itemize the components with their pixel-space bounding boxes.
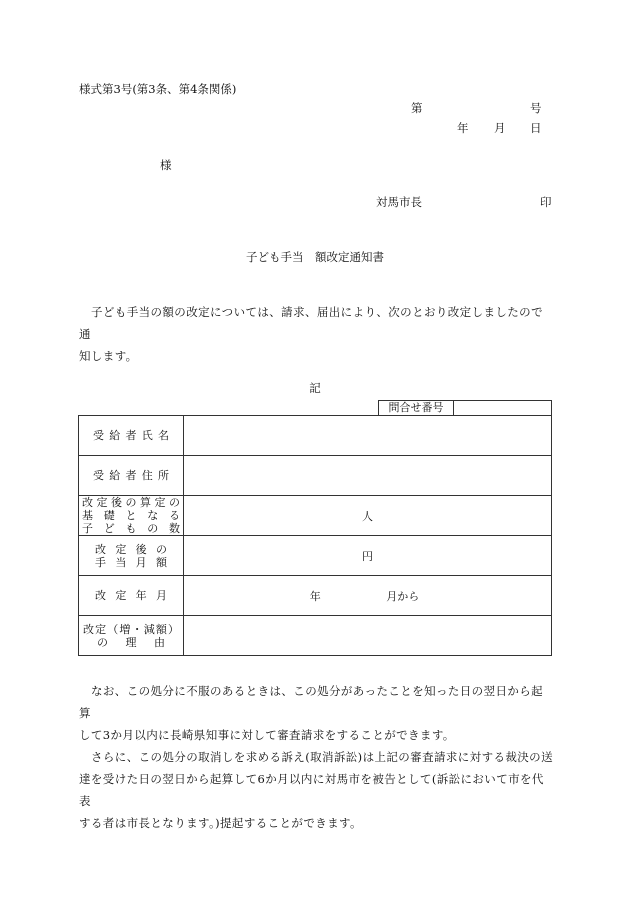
ki-heading: 記 — [309, 381, 321, 395]
appeal-p2-line-2: 達を受けた日の翌日から起算して6か月以内に対馬市を被告として(訴訟において市を代表 — [79, 772, 544, 808]
table-row — [79, 496, 552, 536]
revision-reason-label-line-2: の理由 — [97, 635, 165, 649]
revision-date-cell — [184, 576, 552, 616]
inquiry-number-label: 問合せ番号 — [379, 401, 454, 415]
number-prefix: 第 — [411, 101, 423, 115]
table-row — [79, 416, 552, 456]
revision-date-label: 改定年月 — [95, 589, 167, 602]
table-row — [79, 456, 552, 496]
children-basis-label-line-2: 基礎となる — [82, 509, 180, 522]
appeal-p1-line-1: なお、この処分に不服のあるときは、この処分があったことを知った日の翌日から起算 — [79, 684, 544, 720]
recipient-name-value — [184, 416, 552, 456]
issuer-name: 対馬市長 — [376, 195, 422, 209]
monthly-amount-label-line-1: 改定後の — [95, 542, 167, 556]
date-year-label: 年 — [457, 121, 469, 135]
appeal-p1-line-2: して3か月以内に長崎県知事に対して審査請求をすることができます。 — [79, 728, 455, 742]
monthly-amount-cell — [184, 536, 552, 576]
appeal-notice — [79, 680, 553, 834]
date-month-label: 月 — [494, 121, 506, 135]
inquiry-number-value — [454, 401, 551, 415]
addressee-honorific: 様 — [160, 158, 172, 172]
inquiry-number-box — [378, 400, 552, 415]
recipient-address-label: 受給者住所 — [93, 469, 169, 482]
revision-reason-value — [184, 616, 552, 656]
form-number: 様式第3号(第3条、第4条関係) — [79, 82, 237, 96]
children-basis-label-cell — [79, 496, 184, 536]
revision-date-month: 月から — [386, 589, 420, 603]
children-count-cell — [184, 496, 552, 536]
monthly-amount-unit: 円 — [362, 549, 373, 563]
children-count-unit: 人 — [362, 509, 373, 523]
recipient-name-label: 受給者氏名 — [93, 429, 169, 442]
intro-paragraph — [79, 301, 553, 367]
seal-mark: 印 — [540, 195, 552, 209]
appeal-p2-line-3: する者は市長となります。)提起することができます。 — [79, 816, 362, 830]
revision-date-label-cell — [79, 576, 184, 616]
revision-reason-label-line-1: 改定（増・減額） — [83, 622, 179, 636]
recipient-name-label-cell — [79, 416, 184, 456]
amount-revision-table — [78, 415, 552, 656]
intro-line-1: 子ども手当の額の改定については、請求、届出により、次のとおり改定しましたので通 — [79, 305, 543, 341]
monthly-amount-label-cell — [79, 536, 184, 576]
date-day-label: 日 — [530, 121, 542, 135]
table-row — [79, 536, 552, 576]
monthly-amount-label-line-2: 手当月額 — [95, 555, 167, 569]
recipient-address-label-cell — [79, 456, 184, 496]
children-basis-label-line-1: 改定後の算定の — [82, 496, 180, 509]
table-row — [79, 616, 552, 656]
document-title: 子ども手当 額改定通知書 — [246, 250, 384, 264]
revision-date-year: 年 — [309, 589, 321, 603]
intro-line-2: 知します。 — [79, 349, 138, 363]
number-suffix: 号 — [530, 101, 542, 115]
recipient-address-value — [184, 456, 552, 496]
table-row — [79, 576, 552, 616]
appeal-p2-line-1: さらに、この処分の取消しを求める訴え(取消訴訟)は上記の審査請求に対する裁決の送 — [91, 750, 553, 764]
children-basis-label-line-3: 子どもの数 — [82, 522, 180, 535]
revision-reason-label-cell — [79, 616, 184, 656]
